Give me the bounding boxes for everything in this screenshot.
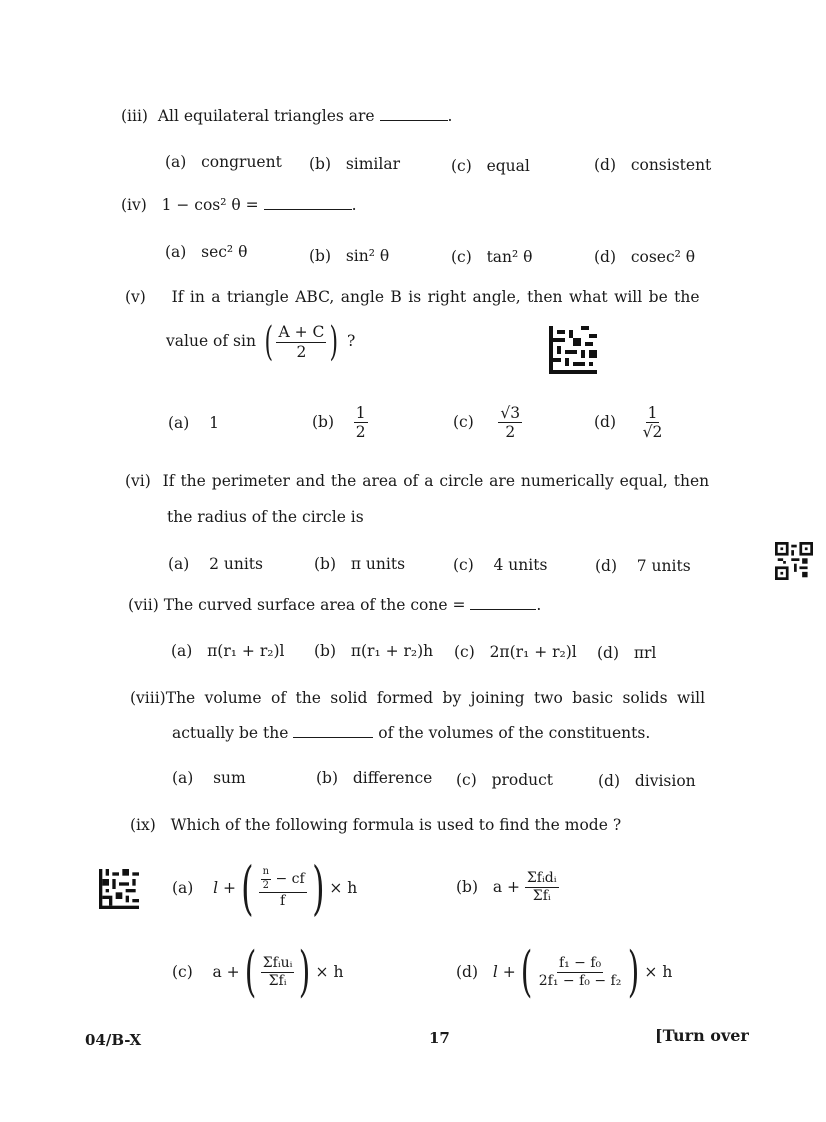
answer-blank [470, 595, 536, 610]
fraction-numerator: 1 [647, 404, 658, 422]
option-text: similar [345, 155, 400, 173]
question-vi-line2 [167, 508, 364, 526]
option-label: (d) [456, 963, 479, 981]
question-number: (iv) [121, 196, 147, 214]
paper-code: 04/B-X [85, 1031, 142, 1049]
question-text: actually be the [172, 724, 289, 742]
option-c [451, 248, 533, 266]
question-v-line2 [166, 319, 356, 365]
formula-prefix: a + [212, 963, 240, 981]
option-text: congruent [201, 153, 282, 171]
option-text: 4 units [493, 556, 548, 574]
left-paren: ( [241, 854, 254, 922]
option-text: consistent [630, 156, 712, 174]
option-text: product [491, 771, 554, 789]
option-c [172, 942, 343, 1002]
option-d [456, 942, 672, 1002]
option-label: (a) [165, 153, 187, 171]
option-text: π(r₁ + r₂)l [207, 642, 285, 660]
data-matrix-code-2 [99, 869, 139, 909]
formula-suffix: × h [315, 963, 344, 981]
option-label: (b) [314, 642, 337, 660]
option-label: (d) [598, 772, 621, 790]
data-matrix-code-1 [549, 326, 597, 374]
fraction-denominator: f [280, 893, 286, 910]
question-vi [125, 472, 709, 490]
formula-prefix: l + [213, 879, 236, 897]
left-paren: ( [244, 940, 256, 1003]
numerator-rest: − cf [271, 871, 305, 888]
option-label: (a) [168, 555, 190, 573]
fraction-denominator: 2 [355, 423, 366, 442]
fraction-numerator: A + C [278, 323, 325, 342]
option-text: π(r₁ + r₂)h [350, 642, 434, 660]
option-label: (d) [597, 644, 620, 662]
fraction-numerator: Σfᵢdᵢ [526, 869, 557, 886]
option-b [316, 769, 432, 787]
option-text: tan² θ [486, 248, 533, 266]
option-label: (c) [172, 963, 193, 981]
question-number: (vi) [125, 472, 151, 490]
option-b [314, 555, 405, 573]
fraction-numerator: Σfᵢuᵢ [262, 954, 293, 971]
period: . [447, 107, 453, 125]
question-text: The curved surface area of the cone = [163, 596, 466, 614]
option-a [168, 414, 219, 432]
question-number: (iii) [121, 107, 148, 125]
option-label: (c) [451, 157, 472, 175]
answer-blank [380, 106, 448, 121]
option-label: (a) [172, 879, 194, 897]
formula-prefix: l + [492, 963, 516, 981]
question-iv [121, 195, 357, 214]
page-number: 17 [429, 1029, 450, 1047]
option-label: (c) [453, 412, 474, 431]
option-b [309, 155, 400, 173]
option-d [595, 557, 691, 575]
fraction [525, 871, 559, 903]
option-label: (b) [314, 555, 337, 573]
option-label: (d) [595, 557, 618, 575]
question-text: All equilateral triangles are [157, 107, 375, 125]
option-a [171, 642, 284, 660]
option-label: (c) [451, 248, 472, 266]
option-text: 7 units [636, 557, 691, 575]
option-label: (a) [171, 642, 193, 660]
fraction-denominator: Σfᵢ [268, 972, 287, 989]
option-text: sec² θ [201, 243, 248, 261]
formula-prefix: a + [492, 878, 520, 896]
option-label: (a) [165, 243, 187, 261]
question-number: (v) [125, 288, 146, 306]
question-text: of the volumes of the constituents. [378, 724, 651, 742]
option-b [309, 247, 389, 265]
question-text: If in a triangle ABC, angle B is right angle, then what will be the [171, 288, 700, 306]
period: . [536, 596, 542, 614]
option-text: 1 [209, 414, 219, 432]
option-c [451, 157, 530, 175]
option-text: sin² θ [345, 247, 390, 265]
option-d [598, 772, 696, 790]
fraction-numerator: 1 [355, 404, 366, 422]
question-text: If the perimeter and the area of a circle are numerically equal, then [162, 472, 710, 490]
option-label: (a) [168, 414, 190, 432]
option-label: (d) [594, 156, 617, 174]
small-numerator: n [261, 867, 271, 880]
fraction-numerator: √3 [500, 404, 521, 422]
right-paren: ) [628, 940, 640, 1003]
question-number: (ix) [130, 816, 156, 834]
question-mark: ? [346, 332, 356, 350]
option-b [314, 642, 433, 660]
formula-suffix: × h [329, 879, 358, 897]
period: . [351, 196, 357, 214]
option-label: (d) [594, 248, 617, 266]
option-label: (d) [594, 412, 617, 431]
option-c [453, 556, 547, 574]
fraction-denominator: 2 [296, 342, 307, 361]
question-v [125, 288, 700, 306]
option-c [453, 405, 522, 441]
option-c [454, 643, 577, 661]
option-text: equal [486, 157, 530, 175]
option-c [456, 771, 553, 789]
option-d [594, 248, 695, 266]
fraction [276, 324, 326, 360]
option-b [312, 405, 368, 441]
answer-blank [264, 195, 352, 210]
fraction-denominator: Σfᵢ [532, 887, 551, 904]
option-text: 2π(r₁ + r₂)l [489, 643, 577, 661]
question-viii-line2 [172, 723, 650, 742]
option-a [168, 555, 263, 573]
option-label: (b) [316, 769, 339, 787]
question-ix [130, 816, 621, 834]
option-a [165, 243, 247, 261]
question-number: (vii) [128, 596, 159, 614]
option-text: π units [350, 555, 406, 573]
option-label: (c) [454, 643, 475, 661]
option-label: (b) [312, 412, 335, 431]
question-text: Which of the following formula is used to find the mode ? [170, 816, 622, 834]
option-d [594, 156, 711, 174]
option-b [456, 862, 559, 912]
turn-over: [Turn over [655, 1026, 749, 1045]
question-iii [121, 106, 452, 125]
option-text: πrl [633, 644, 657, 662]
option-text: cosec² θ [630, 248, 696, 266]
right-paren: ) [311, 854, 325, 922]
answer-blank [293, 723, 373, 738]
question-text: The volume of the solid formed by joining two basic solids will [165, 689, 706, 707]
fraction [259, 867, 307, 909]
question-vii [128, 595, 541, 614]
option-text: 2 units [209, 555, 263, 573]
question-text: the radius of the circle is [167, 508, 364, 526]
option-text: difference [352, 769, 433, 787]
fraction-denominator: 2f₁ − f₀ − f₂ [538, 972, 622, 989]
option-a [172, 769, 246, 787]
option-label: (b) [456, 878, 479, 896]
question-viii [130, 689, 705, 707]
right-paren: ) [299, 940, 311, 1003]
option-d [597, 644, 656, 662]
option-label: (b) [309, 247, 332, 265]
fraction-denominator: √2 [642, 423, 663, 442]
option-label: (a) [172, 769, 194, 787]
small-denominator: 2 [262, 879, 269, 891]
option-text: sum [213, 769, 246, 787]
fraction-denominator: 2 [505, 423, 516, 442]
fraction-numerator [259, 867, 307, 893]
option-label: (c) [456, 771, 477, 789]
qr-code [775, 542, 813, 580]
question-text: value of sin [166, 332, 256, 350]
question-number: (viii) [130, 689, 166, 707]
option-label: (b) [309, 155, 332, 173]
option-a [165, 153, 282, 171]
option-label: (c) [453, 556, 474, 574]
option-text: division [634, 772, 696, 790]
left-paren: ( [264, 319, 273, 365]
left-paren: ( [520, 940, 533, 1003]
fraction-numerator: f₁ − f₀ [558, 954, 602, 971]
option-a [172, 854, 358, 922]
question-text: 1 − cos² θ = [161, 196, 259, 214]
fraction [537, 956, 624, 988]
option-d [594, 405, 664, 441]
fraction [261, 956, 295, 988]
formula-suffix: × h [644, 963, 673, 981]
right-paren: ) [329, 319, 339, 365]
